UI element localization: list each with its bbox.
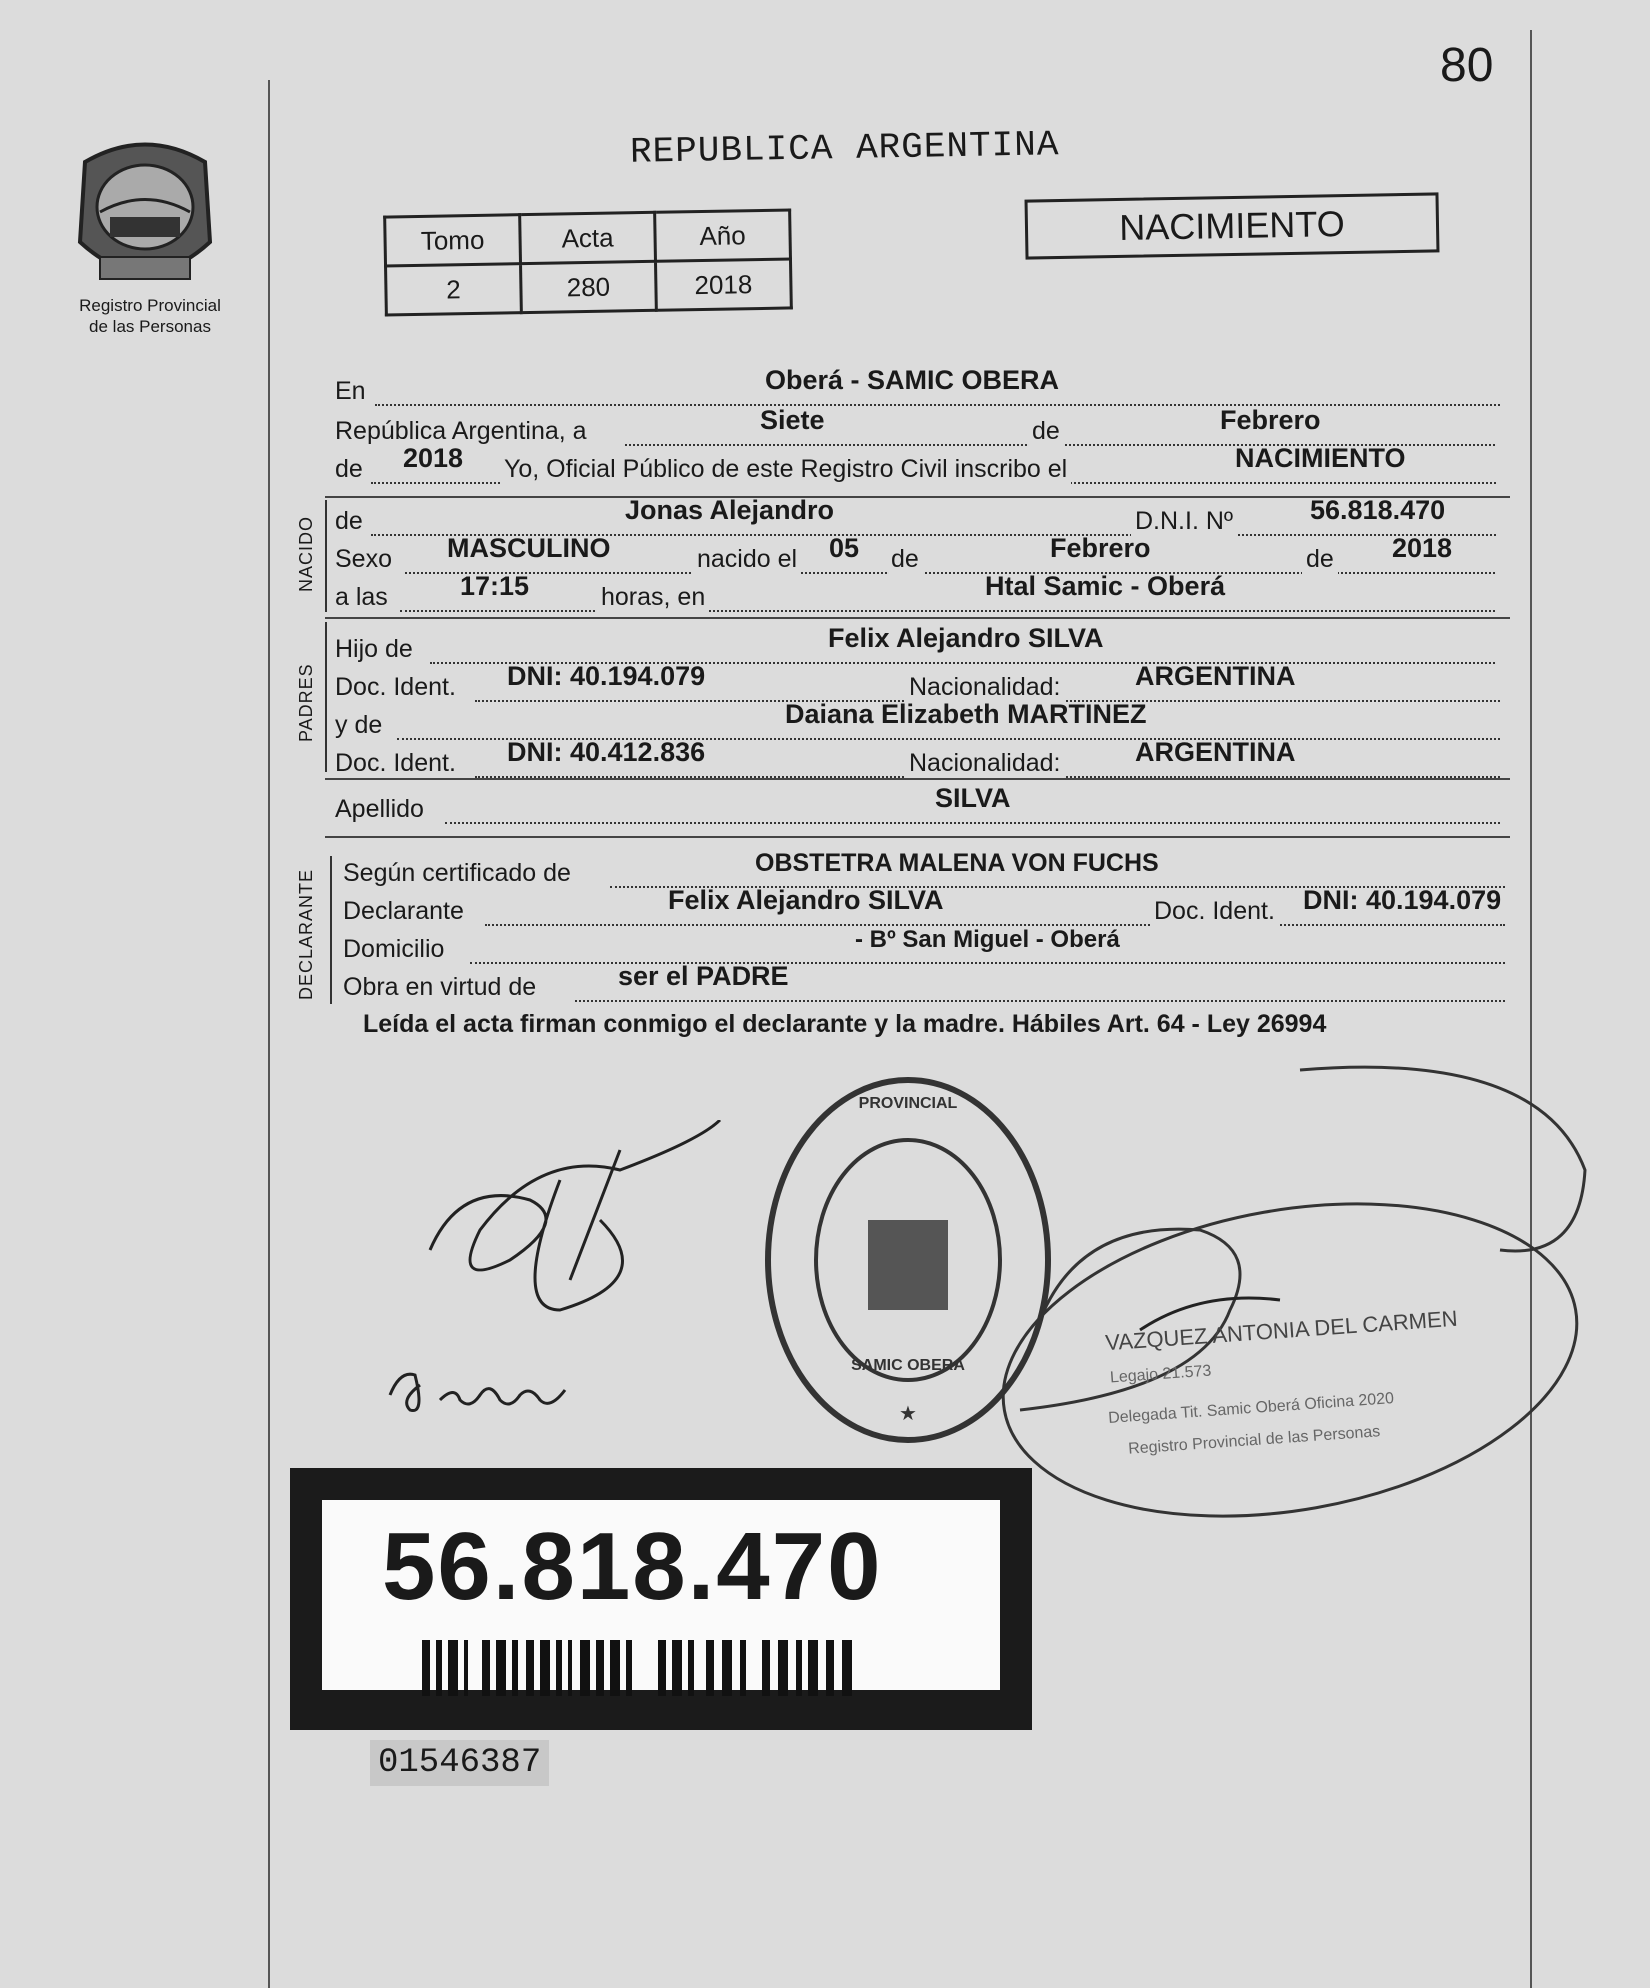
- section-bracket: [325, 500, 327, 612]
- section-bracket: [325, 622, 327, 772]
- value-birth-place: Htal Samic - Oberá: [985, 571, 1226, 601]
- section-label-nacido: NACIDO: [296, 515, 316, 592]
- dotted-line: [375, 402, 1500, 406]
- page-number: 80: [1440, 39, 1494, 92]
- value-day-words: Siete: [760, 405, 825, 435]
- register-table: [383, 208, 793, 316]
- value-declarante-name: Felix Alejandro SILVA: [668, 885, 944, 915]
- value-certificado: OBSTETRA MALENA VON FUCHS: [755, 849, 1159, 877]
- value-sexo: MASCULINO: [447, 533, 611, 563]
- row-inscribo: [335, 443, 1515, 488]
- row-mother-doc: [335, 737, 1515, 782]
- value-time: 17:15: [460, 571, 530, 601]
- declarante-signature-icon: [420, 1120, 740, 1320]
- value-child-dni: 56.818.470: [1310, 495, 1446, 525]
- value-mother-nationality: ARGENTINA: [1135, 737, 1296, 767]
- label-oficial: Yo, Oficial Público de este Registro Civil inscribo el: [500, 455, 1071, 484]
- table-value-ano: 2018: [655, 259, 791, 310]
- official-signature-icon: [1000, 1060, 1600, 1540]
- barcode-label: [322, 1500, 1000, 1690]
- section-bracket: [330, 856, 332, 1004]
- section-divider: [325, 778, 1510, 780]
- barcode-sticker: [290, 1468, 1032, 1730]
- mother-signature-icon: [380, 1355, 590, 1425]
- label-de3: de: [1302, 545, 1338, 574]
- table-value-acta: 280: [521, 261, 657, 312]
- value-month: Febrero: [1220, 405, 1321, 435]
- official-line4: Registro Provincial de las Personas: [1127, 1423, 1381, 1458]
- label-a-las: a las: [335, 583, 388, 611]
- right-margin-line: [1530, 30, 1532, 1988]
- label-apellido: Apellido: [335, 795, 424, 823]
- logo-caption: [60, 295, 240, 337]
- dotted-line: [575, 998, 1505, 1002]
- table-header-ano: Año: [655, 210, 791, 261]
- label-de: de: [335, 507, 363, 535]
- label-obra: Obra en virtud de: [343, 973, 537, 1001]
- value-domicilio: - Bº San Miguel - Oberá: [855, 926, 1120, 953]
- value-obra: ser el PADRE: [618, 961, 789, 991]
- label-year-de: de: [335, 455, 363, 483]
- label-domicilio: Domicilio: [343, 935, 445, 963]
- label-nacionalidad: Nacionalidad:: [905, 749, 1065, 778]
- row-apellido: [335, 783, 1515, 828]
- section-label-declarante: DECLARANTE: [296, 868, 316, 1000]
- logo-caption-line2: de las Personas: [89, 317, 211, 336]
- value-place: Oberá - SAMIC OBERA: [765, 365, 1060, 395]
- table-value-tomo: 2: [386, 264, 522, 315]
- value-father-nationality: ARGENTINA: [1135, 661, 1296, 691]
- svg-text:SAMIC OBERA: SAMIC OBERA: [851, 1357, 965, 1374]
- left-margin-line: [268, 80, 270, 1988]
- label-de2: de: [887, 545, 923, 574]
- label-nacido-el: nacido el: [693, 545, 801, 574]
- record-type-box: NACIMIENTO: [1025, 192, 1440, 259]
- label-doc-ident: Doc. Ident.: [335, 749, 456, 777]
- label-nacionalidad: Nacionalidad:: [905, 673, 1065, 702]
- value-child-name: Jonas Alejandro: [625, 495, 835, 525]
- value-birth-year: 2018: [1392, 533, 1453, 563]
- label-segun: Según certificado de: [343, 859, 571, 887]
- row-declarante: [335, 885, 1515, 930]
- logo-caption-line1: Registro Provincial: [79, 296, 221, 315]
- barcode-icon: [422, 1640, 862, 1696]
- label-hijo-de: Hijo de: [335, 635, 413, 663]
- label-doc-ident: Doc. Ident.: [335, 673, 456, 701]
- section-label-padres: PADRES: [296, 663, 316, 742]
- value-apellido: SILVA: [935, 783, 1011, 813]
- row-hora: [335, 571, 1515, 616]
- section-divider: [325, 617, 1510, 619]
- value-inscribed: NACIMIENTO: [1235, 443, 1406, 473]
- row-domicilio: [335, 928, 1515, 968]
- svg-text:PROVINCIAL: PROVINCIAL: [858, 1095, 958, 1112]
- value-mother-name: Daiana Elizabeth MARTINEZ: [785, 699, 1147, 729]
- dotted-line: [400, 608, 1495, 612]
- section-divider: [325, 836, 1510, 838]
- value-birth-day: 05: [829, 533, 860, 563]
- row-obra: [335, 961, 1515, 1006]
- official-line2: Legajo 21.573: [1109, 1362, 1212, 1387]
- label-republica: República Argentina, a: [335, 417, 587, 445]
- table-header-acta: Acta: [520, 212, 656, 263]
- label-doc-ident: Doc. Ident.: [1150, 897, 1279, 926]
- closing-statement: Leída el acta firman conmigo el declarante y la madre. Hábiles Art. 64 - Ley 26994: [363, 1010, 1327, 1038]
- document-title: REPUBLICA ARGENTINA: [629, 124, 1060, 173]
- value-birth-month: Febrero: [1050, 533, 1151, 563]
- label-y-de: y de: [335, 711, 383, 739]
- table-header-tomo: Tomo: [385, 215, 521, 266]
- label-sexo: Sexo: [335, 545, 392, 573]
- label-declarante: Declarante: [343, 897, 464, 925]
- serial-number: 01546387: [370, 1740, 549, 1786]
- label-de: de: [1028, 417, 1064, 446]
- provincia-seal-icon: [70, 132, 220, 292]
- official-line3: Delegada Tit. Samic Oberá Oficina 2020: [1107, 1390, 1395, 1427]
- value-father-doc: DNI: 40.194.079: [507, 661, 706, 691]
- svg-text:★: ★: [899, 1403, 917, 1425]
- value-declarante-doc: DNI: 40.194.079: [1303, 885, 1502, 915]
- row-en: [335, 365, 1515, 410]
- value-year: 2018: [403, 443, 464, 473]
- label-dni: D.N.I. Nº: [1131, 507, 1237, 536]
- value-mother-doc: DNI: 40.412.836: [507, 737, 706, 767]
- value-father-name: Felix Alejandro SILVA: [828, 623, 1104, 653]
- barcode-number: 56.818.470: [382, 1513, 883, 1620]
- label-horas-en: horas, en: [597, 583, 709, 612]
- official-name: VAZQUEZ ANTONIA DEL CARMEN: [1104, 1305, 1459, 1356]
- label-en: En: [335, 377, 366, 405]
- dotted-line: [445, 820, 1500, 824]
